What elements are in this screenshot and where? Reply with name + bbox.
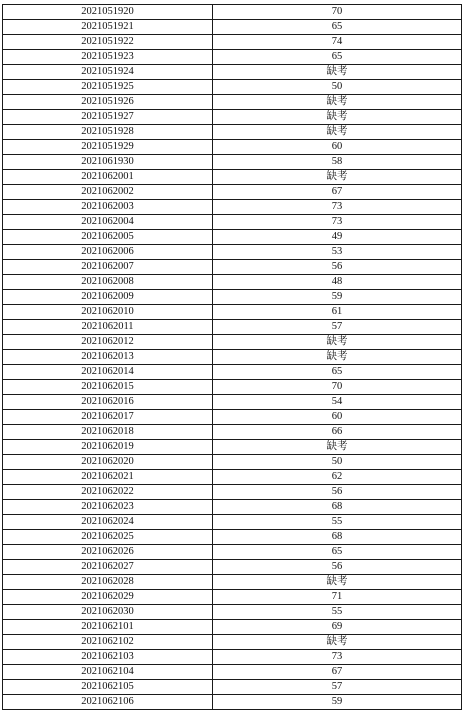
score-cell: 55 [213,605,462,620]
score-cell: 69 [213,620,462,635]
exam-number-cell: 2021062029 [3,590,213,605]
exam-number-cell: 2021062027 [3,560,213,575]
exam-number-cell: 2021061930 [3,155,213,170]
score-cell: 68 [213,530,462,545]
table-row [3,245,462,260]
score-cell: 缺考 [213,95,462,110]
exam-number-cell: 2021062104 [3,665,213,680]
score-cell: 74 [213,35,462,50]
exam-number-cell: 2021062030 [3,605,213,620]
score-cell: 缺考 [213,125,462,140]
table-row [3,200,462,215]
score-cell: 57 [213,680,462,695]
exam-number-cell: 2021062103 [3,650,213,665]
score-cell: 65 [213,365,462,380]
score-cell: 缺考 [213,170,462,185]
score-cell: 48 [213,275,462,290]
table-row [3,530,462,545]
exam-number-cell: 2021051923 [3,50,213,65]
table-row [3,260,462,275]
exam-number-cell: 2021062018 [3,425,213,440]
table-row [3,485,462,500]
table-row [3,140,462,155]
table-row [3,305,462,320]
exam-number-cell: 2021051922 [3,35,213,50]
score-cell: 49 [213,230,462,245]
score-cell: 54 [213,395,462,410]
table-row [3,635,462,650]
exam-number-cell: 2021062005 [3,230,213,245]
score-cell: 73 [213,650,462,665]
table-row [3,470,462,485]
exam-number-cell: 2021062106 [3,695,213,710]
exam-number-cell: 2021051921 [3,20,213,35]
exam-number-cell: 2021062020 [3,455,213,470]
table-row [3,650,462,665]
score-cell: 65 [213,20,462,35]
table-row [3,680,462,695]
score-table-body [3,5,462,710]
table-row [3,275,462,290]
table-row [3,5,462,20]
table-row [3,500,462,515]
table-row [3,20,462,35]
score-cell: 68 [213,500,462,515]
score-cell: 缺考 [213,65,462,80]
score-cell: 65 [213,545,462,560]
table-row [3,230,462,245]
exam-number-cell: 2021062004 [3,215,213,230]
exam-number-cell: 2021062014 [3,365,213,380]
table-row [3,590,462,605]
score-cell: 55 [213,515,462,530]
table-row [3,110,462,125]
score-cell: 61 [213,305,462,320]
table-row [3,425,462,440]
table-row [3,155,462,170]
table-row [3,380,462,395]
score-cell: 71 [213,590,462,605]
table-row [3,65,462,80]
exam-number-cell: 2021062105 [3,680,213,695]
exam-number-cell: 2021051928 [3,125,213,140]
exam-number-cell: 2021062022 [3,485,213,500]
exam-number-cell: 2021062002 [3,185,213,200]
score-cell: 58 [213,155,462,170]
table-row [3,575,462,590]
exam-number-cell: 2021062026 [3,545,213,560]
table-row [3,80,462,95]
score-cell: 73 [213,200,462,215]
exam-number-cell: 2021051929 [3,140,213,155]
score-cell: 缺考 [213,350,462,365]
score-cell: 50 [213,455,462,470]
table-row [3,665,462,680]
score-cell: 53 [213,245,462,260]
exam-number-cell: 2021062008 [3,275,213,290]
exam-number-cell: 2021062102 [3,635,213,650]
exam-number-cell: 2021062021 [3,470,213,485]
exam-number-cell: 2021051926 [3,95,213,110]
score-cell: 缺考 [213,635,462,650]
exam-number-cell: 2021062006 [3,245,213,260]
table-row [3,395,462,410]
score-cell: 57 [213,320,462,335]
score-table [2,4,462,710]
exam-number-cell: 2021051925 [3,80,213,95]
table-row [3,560,462,575]
exam-number-cell: 2021062101 [3,620,213,635]
exam-number-cell: 2021062013 [3,350,213,365]
score-cell: 62 [213,470,462,485]
table-row [3,215,462,230]
score-cell: 50 [213,80,462,95]
score-cell: 缺考 [213,440,462,455]
score-cell: 59 [213,695,462,710]
score-cell: 70 [213,380,462,395]
exam-number-cell: 2021051920 [3,5,213,20]
score-cell: 70 [213,5,462,20]
exam-number-cell: 2021062001 [3,170,213,185]
table-row [3,95,462,110]
table-row [3,695,462,710]
exam-number-cell: 2021062012 [3,335,213,350]
exam-number-cell: 2021062017 [3,410,213,425]
exam-number-cell: 2021062010 [3,305,213,320]
score-cell: 60 [213,140,462,155]
exam-number-cell: 2021062028 [3,575,213,590]
table-row [3,620,462,635]
table-row [3,35,462,50]
table-row [3,320,462,335]
table-row [3,605,462,620]
score-cell: 56 [213,485,462,500]
score-cell: 66 [213,425,462,440]
table-row [3,365,462,380]
exam-number-cell: 2021062011 [3,320,213,335]
table-row [3,170,462,185]
score-cell: 缺考 [213,335,462,350]
score-cell: 59 [213,290,462,305]
table-row [3,410,462,425]
exam-number-cell: 2021051927 [3,110,213,125]
table-row [3,350,462,365]
table-row [3,440,462,455]
score-cell: 缺考 [213,575,462,590]
table-row [3,50,462,65]
score-cell: 67 [213,665,462,680]
exam-number-cell: 2021062016 [3,395,213,410]
score-cell: 56 [213,260,462,275]
table-row [3,335,462,350]
exam-number-cell: 2021062019 [3,440,213,455]
exam-number-cell: 2021062023 [3,500,213,515]
table-row [3,455,462,470]
exam-number-cell: 2021051924 [3,65,213,80]
exam-number-cell: 2021062007 [3,260,213,275]
score-cell: 65 [213,50,462,65]
score-cell: 缺考 [213,110,462,125]
table-row [3,185,462,200]
score-cell: 67 [213,185,462,200]
exam-number-cell: 2021062015 [3,380,213,395]
table-row [3,545,462,560]
score-cell: 60 [213,410,462,425]
score-cell: 73 [213,215,462,230]
table-row [3,290,462,305]
exam-number-cell: 2021062009 [3,290,213,305]
exam-number-cell: 2021062024 [3,515,213,530]
table-row [3,515,462,530]
exam-number-cell: 2021062025 [3,530,213,545]
exam-number-cell: 2021062003 [3,200,213,215]
table-row [3,125,462,140]
score-cell: 56 [213,560,462,575]
